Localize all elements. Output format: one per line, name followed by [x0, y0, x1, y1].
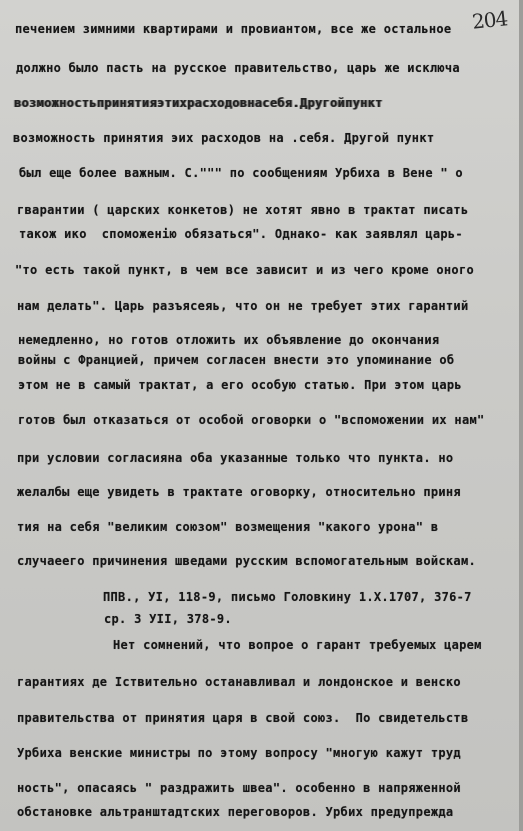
- text-line: был еще более важным. С.""" по сообщениям Урбиха в Вене " о: [19, 166, 463, 180]
- text-line: возможность принятия эих расходов на .себя. Другой пункт: [13, 131, 435, 145]
- text-line: правительства от принятия царя в свой союз. По свидетельств: [17, 711, 469, 725]
- text-line: гварантии ( царских конкетов) не хотят явно в трактат писать: [17, 203, 469, 217]
- page-edge: [519, 0, 523, 831]
- text-line: желалбы еще увидеть в трактате оговорку, относительно приня: [17, 485, 461, 499]
- text-line: должно было пасть на русское правительство, царь же исключа: [16, 61, 460, 75]
- page-number: 204: [470, 6, 509, 34]
- text-line: Урбиха венские министры по этому вопросу "многую кажут труд: [17, 746, 461, 760]
- text-line: войны с Францией, причем согласен внести это упоминание об: [18, 353, 455, 367]
- text-line: этом не в самый трактат, а его особую статью. При этом царь: [18, 378, 462, 392]
- text-line: при условии согласияна оба указанные только что пункта. но: [17, 451, 454, 465]
- text-line: також ико споможенію обязаться". Однако- как заявлял царь-: [19, 227, 463, 241]
- text-line: гарантиях де Іствительно останавливал и лондонское и венско: [17, 675, 461, 689]
- text-line: возможностьпринятияэтихрасходовнасебя.Другойпункт: [14, 96, 383, 110]
- text-line: ср. З УІІ, 378-9.: [104, 612, 232, 626]
- text-line: ППВ., УІ, 118-9, письмо Головкину 1.Х.1707, 376-7: [103, 590, 472, 604]
- text-line: ность", опасаясь " раздражить швеа". особенно в напряженной: [17, 781, 461, 795]
- text-line: случаеего причинения шведами русским вспомогательным войскам.: [17, 554, 477, 568]
- text-line: нам делать". Царь разъясеяь, что он не требует этих гарантий: [17, 299, 469, 313]
- text-line: Нет сомнений, что вопрое о гарант требуемых царем: [113, 638, 482, 652]
- text-line: тия на себя "великим союзом" возмещения "какого урона" в: [17, 520, 439, 534]
- text-line: немедленно, но готов отложить их объявление до окончания: [18, 333, 440, 347]
- text-line: готов был отказаться от особой оговорки о "вспоможении их нам": [18, 413, 485, 427]
- text-line: печением зимними квартирами и провиантом, все же остальное: [15, 22, 452, 36]
- text-line: обстановке альтранштадтских переговоров. Урбих предупрежда: [17, 805, 454, 819]
- text-line: "то есть такой пункт, в чем все зависит и из чего кроме оного: [15, 263, 475, 277]
